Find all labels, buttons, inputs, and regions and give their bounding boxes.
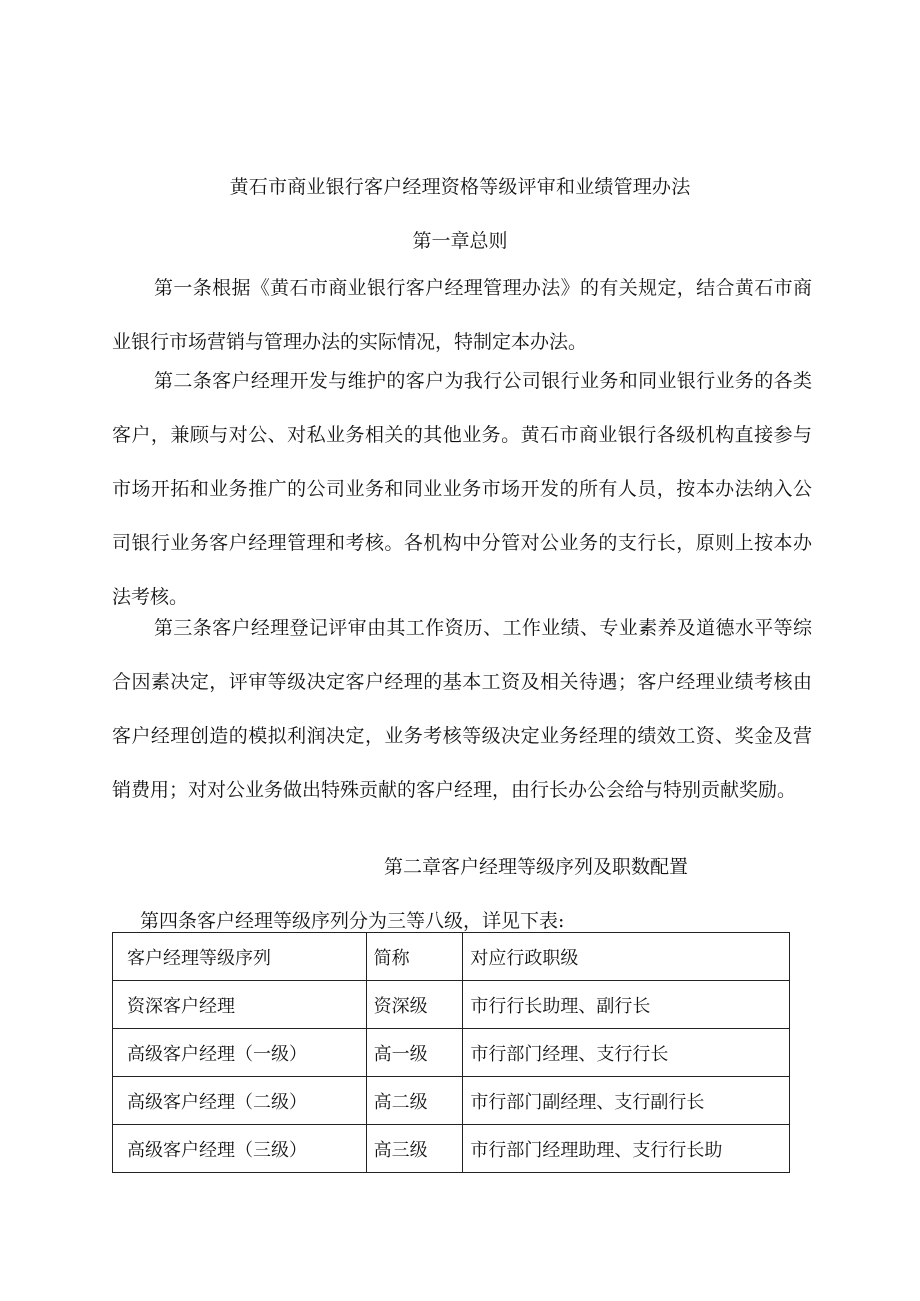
table-header-cell: 客户经理等级序列 [113,933,367,981]
table-cell: 市行部门经理、支行行长 [463,1029,790,1077]
table-cell: 市行部门副经理、支行副行长 [463,1077,790,1125]
chapter-2-title: 第二章客户经理等级序列及职数配置 [384,856,689,878]
article-2-paragraph: 第二条客户经理开发与维护的客户为我行公司银行业务和同业银行业务的各类客户，兼顾与对公、对私业务相关的其他业务。黄石市商业银行各级机构直接参与市场开拓和业务推广的公司业务和同业业务市场开发的所有人员，按本办法纳入公司银行业务客户经理管理和考核。各机构中分管对公业务的支行长，原则上按本办法考核。 [112,370,812,608]
table-cell: 高一级 [366,1029,463,1077]
table-cell: 资深客户经理 [113,981,367,1029]
chapter-1-title: 第一章总则 [412,230,508,252]
table-cell: 高二级 [366,1077,463,1125]
table-header-row [113,933,790,981]
table-cell: 高级客户经理（一级） [113,1029,367,1077]
table-row [113,1029,790,1077]
table-header-cell: 对应行政职级 [463,933,790,981]
document-title: 黄石市商业银行客户经理资格等级评审和业绩管理办法 [229,176,691,198]
table-cell: 资深级 [366,981,463,1029]
article-3-paragraph: 第三条客户经理登记评审由其工作资历、工作业绩、专业素养及道德水平等综合因素决定，评审等级决定客户经理的基本工资及相关待遇；客户经理业绩考核由客户经理创造的模拟利润决定，业务考核等级决定业务经理的绩效工资、奖金及营销费用；对对公业务做出特殊贡献的客户经理，由行长办公会给与特别贡献奖励。 [112,617,812,801]
table-cell: 市行行长助理、副行长 [463,981,790,1029]
table-cell: 高级客户经理（二级） [113,1077,367,1125]
article-4-intro: 第四条客户经理等级序列分为三等八级，详见下表: [140,910,565,932]
table-row [113,1125,790,1173]
article-1-paragraph: 第一条根据《黄石市商业银行客户经理管理办法》的有关规定，结合黄石市商业银行市场营销与管理办法的实际情况，特制定本办法。 [112,277,812,353]
table-cell: 高级客户经理（三级） [113,1125,367,1173]
table-header-cell: 简称 [366,933,463,981]
table-row [113,981,790,1029]
table-row [113,1077,790,1125]
grade-table [112,932,790,1173]
table-cell: 高三级 [366,1125,463,1173]
table-cell: 市行部门经理助理、支行行长助 [463,1125,790,1173]
